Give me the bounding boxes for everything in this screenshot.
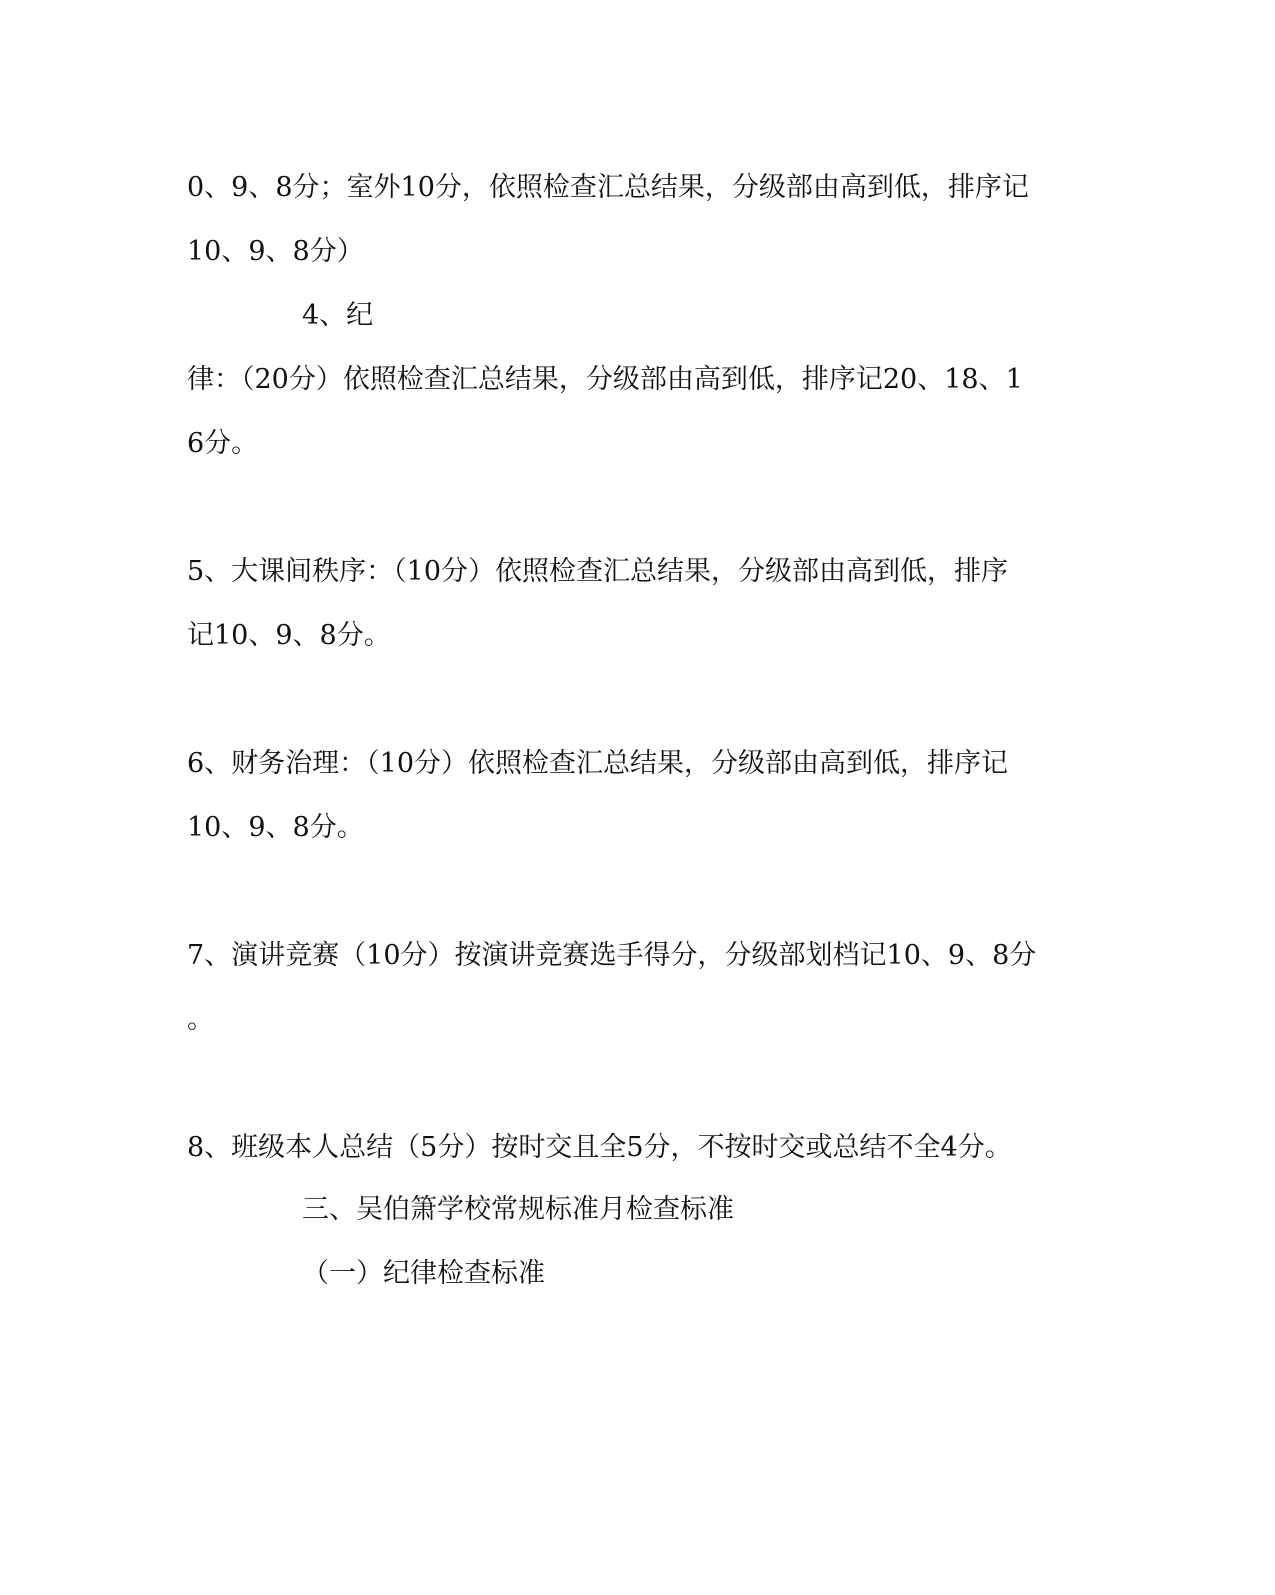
text-line: 10、9、8分） [187, 236, 364, 267]
subsection-heading: （一）纪律检查标准 [302, 1258, 545, 1289]
text-line: 律：（20分）依照检查汇总结果，分级部由高到低，排序记20、18、1 [187, 364, 1023, 395]
text-line: 6、财务治理：（10分）依照检查汇总结果，分级部由高到低，排序记 [187, 748, 1009, 779]
text-line: 7、演讲竞赛（10分）按演讲竞赛选手得分，分级部划档记10、9、8分 [187, 940, 1037, 971]
text-line: 。 [187, 1004, 214, 1035]
text-line: 8、班级本人总结（5分）按时交且全5分，不按时交或总结不全4分。 [187, 1132, 1012, 1163]
text-line: 记10、9、8分。 [187, 620, 391, 651]
text-line: 10、9、8分。 [187, 812, 364, 843]
section-heading: 三、吴伯箫学校常规标准月检查标准 [302, 1194, 734, 1225]
text-line: 6分。 [187, 428, 259, 459]
text-line: 0、9、8分；室外10分，依照检查汇总结果，分级部由高到低，排序记 [187, 172, 1029, 203]
text-line: 5、大课间秩序：（10分）依照检查汇总结果，分级部由高到低，排序 [187, 556, 1009, 587]
text-line: 4、纪 [302, 300, 374, 331]
